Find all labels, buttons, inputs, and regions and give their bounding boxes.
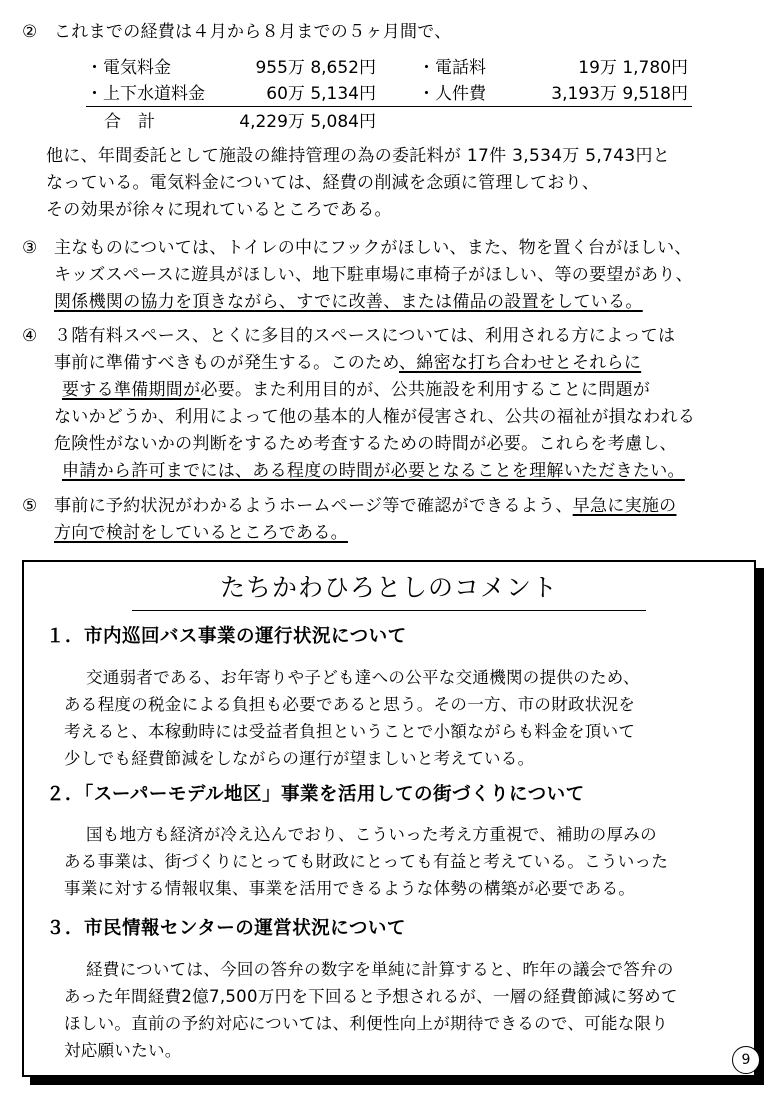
item-4-line-2: [54, 351, 641, 375]
comment-1-line-1: 交通弱者である、お年寄りや子ども達への公平な交通機関の提供のため、: [86, 668, 640, 687]
cost-amount-telephone: 19万 1,780円: [578, 58, 688, 78]
item-4-line-4: ないかどうか、利用によって他の基本的人権が侵害され、公共の福祉が損なわれる: [54, 407, 696, 427]
item-4-line-1: ３階有料スペース、とくに多目的スペースについては、利用される方によっては: [54, 326, 676, 346]
comment-2-line-1: 国も地方も経済が冷え込んでおり、こういった考え方重視で、補助の厚みの: [86, 825, 657, 844]
item-4-line-6: [62, 459, 685, 483]
comment-3-line-4: 対応願いたい。: [64, 1041, 182, 1060]
page-number: 9: [732, 1046, 760, 1074]
item-4-line-5: 危険性がないかの判断をするため考査するための時間が必要。これらを考慮し、: [54, 434, 677, 454]
comment-heading-2: ２．「スーパーモデル地区」事業を活用しての街づくりについて: [46, 784, 585, 805]
item-3-marker: ③: [22, 238, 38, 258]
item-3-line-2: キッズスペースに遊具がほしい、地下駐車場に車椅子がほしい、等の要望があり、: [54, 265, 693, 285]
comment-title-rule: [132, 610, 646, 611]
item-5-line-2: [54, 521, 348, 545]
item-4-line-2-underlined: 、綿密な打ち合わせとそれらに: [398, 353, 642, 373]
item-5-line-2-underlined: 方向で検討をしているところである。: [54, 523, 348, 543]
item-5-line-1-underlined: 早急に実施の: [572, 496, 677, 516]
item-2-line-1: 他に、年間委託として施設の維持管理の為の委託料が 17件 3,534万 5,743円と: [46, 146, 671, 166]
comment-3-line-1: 経費については、今回の答弁の数字を単純に計算すると、昨年の議会で答弁の: [86, 960, 674, 979]
cost-label-water: ・上下水道料金: [86, 84, 205, 104]
item-2-line-2: なっている。電気料金については、経費の削減を念頭に管理しており、: [46, 173, 600, 193]
cost-amount-electricity: 955万 8,652円: [255, 58, 376, 78]
cost-table-rule: [86, 106, 692, 107]
item-5-line-1-plain: 事前に予約状況がわかるようホームページ等で確認ができるよう、: [54, 496, 573, 516]
item-2-line-3: その効果が徐々に現れているところである。: [46, 200, 392, 220]
cost-label-personnel: ・人件費: [418, 84, 486, 104]
item-4-line-3-plain: 必要。また利用目的が、公共施設を利用することに問題が: [200, 380, 651, 400]
item-5-marker: ⑤: [22, 496, 38, 516]
comment-2-line-2: ある事業は、街づくりにとっても財政にとっても有益と考えている。こういった: [64, 852, 669, 871]
item-5-line-1: [54, 494, 676, 518]
cost-label-electricity: ・電気料金: [86, 58, 171, 78]
comment-1-line-4: 少しでも経費節減をしながらの運行が望ましいと考えている。: [64, 749, 535, 768]
item-3-underlined: 関係機関の協力を頂きながら、すでに改善、または備品の設置をしている。: [54, 292, 643, 312]
item-4-marker: ④: [22, 326, 38, 346]
cost-total-amount: 4,229万 5,084円: [239, 112, 376, 132]
cost-amount-personnel: 3,193万 9,518円: [551, 84, 688, 104]
cost-total-label: 合 計: [104, 112, 155, 132]
cost-amount-water: 60万 5,134円: [266, 84, 376, 104]
item-4-line-2-plain: 事前に準備すべきものが発生する。このため: [54, 353, 399, 373]
comment-1-line-3: 考えると、本稼動時には受益者負担ということで小額ながらも料金を頂いて: [64, 722, 636, 741]
item-3-line-3: [54, 290, 643, 314]
item-2-intro: これまでの経費は４月から８月までの５ヶ月間で、: [54, 22, 452, 42]
item-2-marker: ②: [22, 22, 38, 42]
item-4-line-3-underlined: 要する準備期間が: [62, 380, 201, 400]
comment-3-line-2: あった年間経費2億7,500万円を下回ると予想されるが、一層の経費節減に努めて: [64, 987, 678, 1006]
comment-2-line-3: 事業に対する情報収集、事業を活用できるような体勢の構築が必要である。: [64, 879, 636, 898]
item-4-line-3: [62, 378, 650, 402]
comment-heading-3: ３．市民情報センターの運営状況について: [46, 918, 406, 939]
comment-3-line-3: ほしい。直前の予約対応については、利便性向上が期待できるので、可能な限り: [64, 1014, 669, 1033]
cost-label-telephone: ・電話料: [418, 58, 486, 78]
comment-title: たちかわひろとしのコメント: [219, 573, 558, 602]
comment-1-line-2: ある程度の税金による負担も必要であると思う。その一方、市の財政状況を: [64, 695, 636, 714]
comment-box: [22, 560, 756, 1077]
item-3-line-1: 主なものについては、トイレの中にフックがほしい、また、物を置く台がほしい、: [54, 238, 692, 258]
comment-heading-1: １．市内巡回バス事業の運行状況について: [46, 626, 407, 647]
item-4-line-6-underlined: 申請から許可までには、ある程度の時間が必要となることを理解いただきたい。: [62, 461, 685, 481]
